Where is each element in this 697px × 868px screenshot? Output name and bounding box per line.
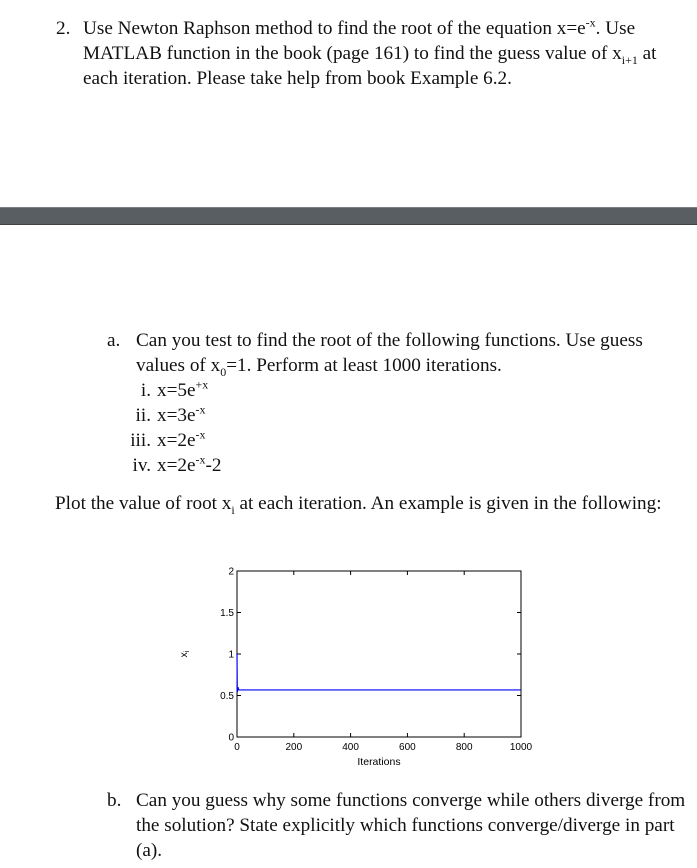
x-tick-label: 1000: [509, 742, 533, 753]
x-tick-label: 0: [234, 742, 240, 753]
y-tick-label: 1.5: [220, 608, 234, 619]
function-item-3: iii. $x=2e^{-x}$: [130, 427, 206, 451]
x-tick-label: 200: [285, 742, 303, 753]
subscript: i: [231, 502, 235, 517]
y-tick-label: 1: [228, 649, 234, 661]
y-axis-label-subscript: i: [182, 650, 191, 653]
iteration-chart: [160, 560, 560, 775]
x-tick-label: 600: [399, 742, 416, 753]
question-number: 2.: [56, 18, 71, 39]
y-axis-label: xi: [178, 650, 191, 658]
x-tick-label: 400: [342, 742, 359, 753]
subscript: 0: [220, 364, 227, 379]
question-2-text: Use Newton Raphson method to find the root of the equation $x=e^{-x}$. Use MATLAB function in the book (page 161) to find the guess value of $x_{i+1}$ at each iteration. Please take help from book Example 6.2.: [83, 15, 657, 89]
function-item-2: ii. $x=3e^{-x}$: [135, 402, 206, 426]
part-b-text: Can you guess why some functions converge while others diverge from the solution? State explicitly which functions converge/diverge in part (a).: [136, 790, 686, 861]
plot-instruction: Plot the value of root $x_i$ at each iteration. An example is given in the following:: [55, 493, 662, 517]
question-2: [56, 16, 686, 91]
part-b-label: b.: [107, 790, 122, 811]
y-tick-label: 0.5: [220, 691, 234, 702]
subscript: i+1: [621, 52, 638, 67]
separator-bar: [0, 207, 697, 225]
part-b: [107, 788, 692, 863]
plot-area: [237, 571, 521, 737]
x-axis-label: Iterations: [357, 756, 401, 768]
part-a-label: a.: [107, 330, 121, 351]
y-tick-label: 2: [228, 566, 234, 578]
part-a-text: Can you test to find the root of the following functions. Use guess values of $x_0=1$. Perform at least 1000 iterations.: [136, 330, 643, 379]
y-tick-label: 0: [228, 732, 234, 744]
function-item-4: iv. $x=2e^{-x}-2$: [132, 452, 222, 476]
part-a: [107, 328, 692, 378]
exponent: -x: [585, 15, 596, 30]
function-item-1: i. $x=5e^{+x}$: [140, 377, 209, 401]
x-tick-label: 800: [455, 742, 473, 753]
